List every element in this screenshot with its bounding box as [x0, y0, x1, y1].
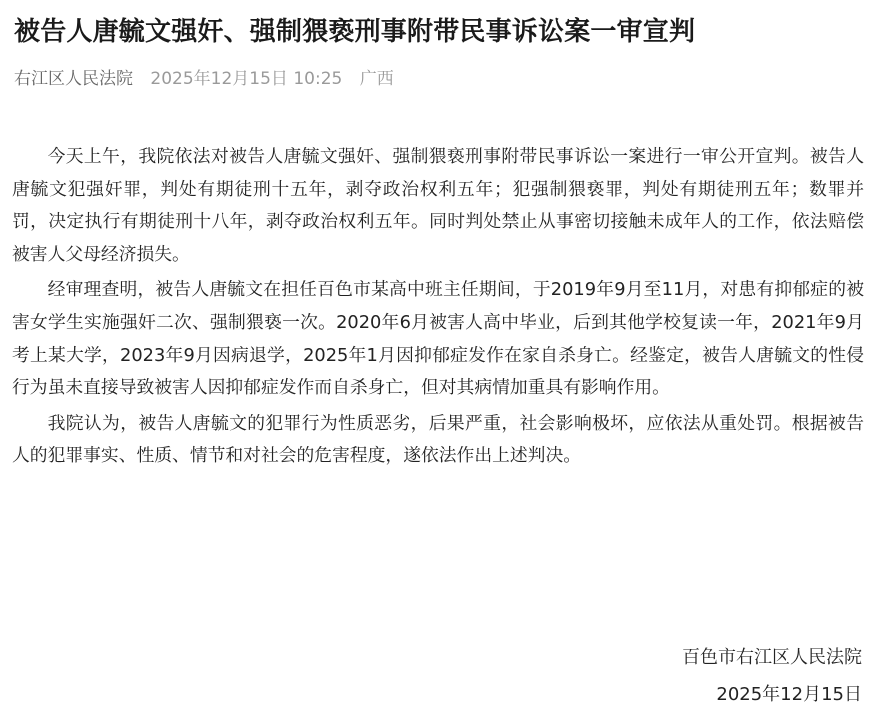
- article-source[interactable]: 右江区人民法院: [14, 69, 133, 89]
- article-location: 广西: [359, 69, 394, 89]
- article-paragraph: 我院认为，被告人唐毓文的犯罪行为性质恶劣，后果严重，社会影响极坏，应依法从重处罚。根据被告人的犯罪事实、性质、情节和对社会的危害程度，遂依法作出上述判决。: [12, 412, 864, 467]
- signature-date: 2025年12月15日: [716, 684, 862, 705]
- article-title: 被告人唐毓文强奸、强制猥亵刑事附带民事诉讼案一审宣判: [14, 17, 696, 47]
- article-body: [12, 141, 864, 476]
- article-meta: [14, 66, 394, 92]
- signature-organization: 百色市右江区人民法院: [682, 647, 862, 668]
- article-paragraph: 今天上午，我院依法对被告人唐毓文强奸、强制猥亵刑事附带民事诉讼一案进行一审公开宣判。被告人唐毓文犯强奸罪，判处有期徒刑十五年，剥夺政治权利五年；犯强制猥亵罪，判处有期徒刑五年；数罪并罚，决定执行有期徒刑十八年，剥夺政治权利五年。同时判处禁止从事密切接触未成年人的工作，依法赔偿被害人父母经济损失。: [12, 146, 864, 265]
- article-time: 2025年12月15日 10:25: [150, 69, 343, 89]
- article-paragraph: 经审理查明，被告人唐毓文在担任百色市某高中班主任期间，于2019年9月至11月，对患有抑郁症的被害女学生实施强奸二次、强制猥亵一次。2020年6月被害人高中毕业，后到其他学校复读一年，2021年9月考上某大学，2023年9月因病退学，2025年1月因抑郁症发作在家自杀身亡。经鉴定，被告人唐毓文的性侵行为虽未直接导致被害人因抑郁症发作而自杀身亡，但对其病情加重具有影响作用。: [12, 279, 864, 399]
